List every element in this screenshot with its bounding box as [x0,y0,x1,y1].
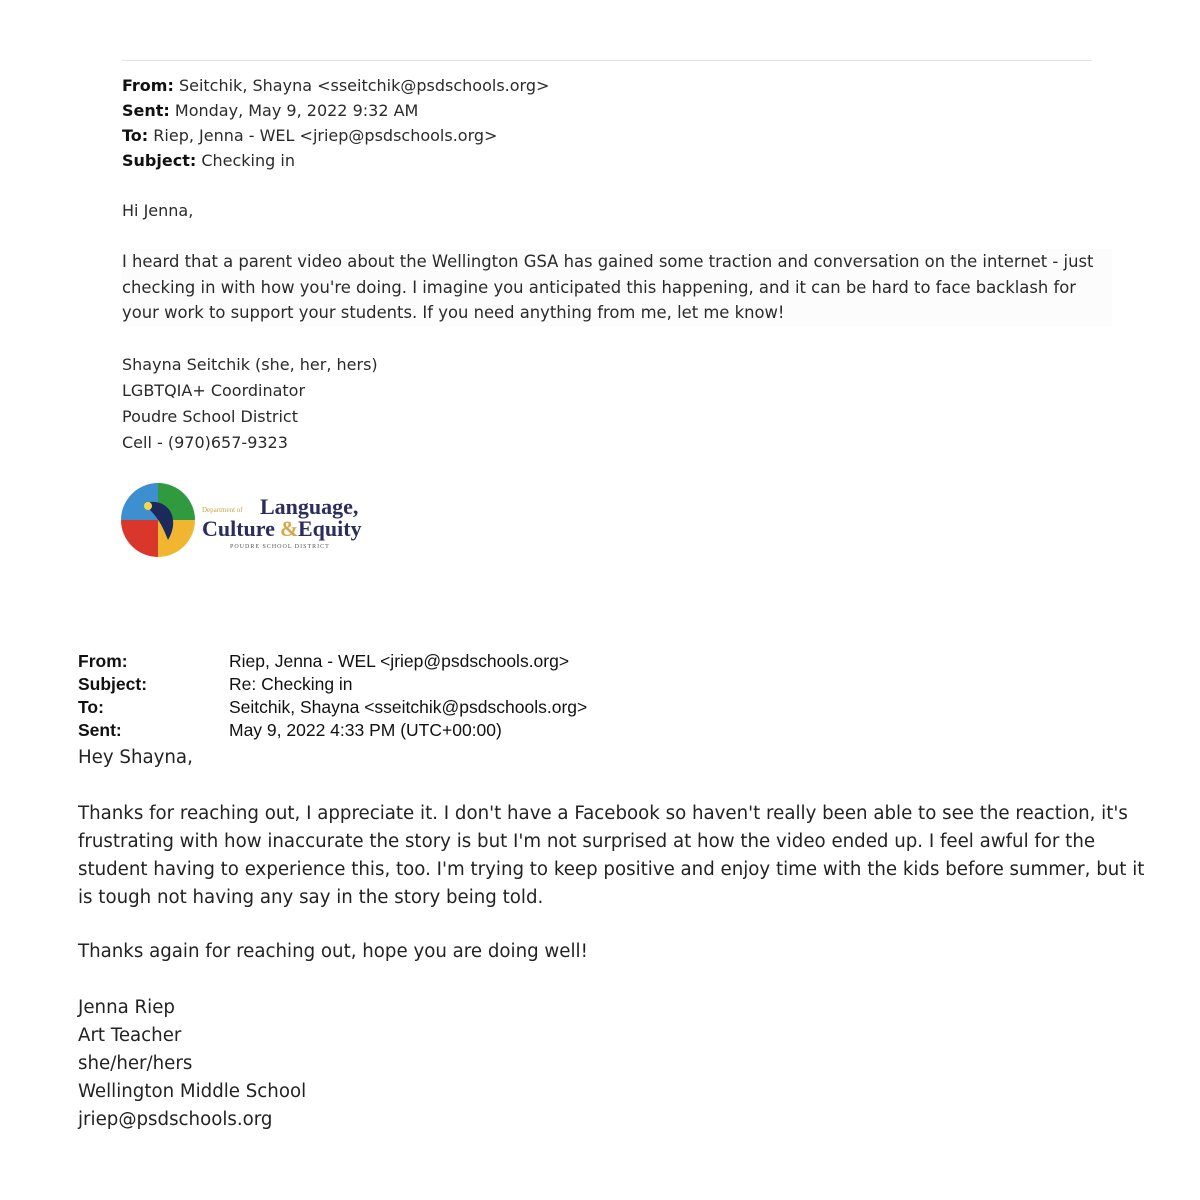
sent-label: Sent: [122,101,170,120]
email1-greeting [122,198,193,223]
email2-header [78,650,587,742]
signature-line: Shayna Seitchik (she, her, hers) [122,355,378,374]
from-label: From: [78,651,128,671]
to-row [78,696,587,719]
to-value: Riep, Jenna - WEL <jriep@psdschools.org> [153,126,498,145]
to-label: To: [78,697,104,717]
svg-text:Language,: Language, [260,494,359,519]
signature-line: Art Teacher [78,1025,182,1046]
closing: Thanks again for reaching out, hope you are doing well! [78,941,588,962]
email1-signature [122,352,378,455]
subject-row [122,148,549,173]
svg-text:Culture: Culture [202,516,275,541]
sent-label: Sent: [78,720,122,740]
from-row [78,650,587,673]
globe-icon [120,480,198,560]
signature-line: Jenna Riep [78,997,175,1018]
to-value: Seitchik, Shayna <sseitchik@psdschools.org> [229,697,588,717]
to-label: To: [122,126,149,145]
sent-row [78,719,587,742]
subject-row [78,673,587,696]
svg-text:&: & [280,516,299,541]
email2-body: Thanks for reaching out, I appreciate it. I don't have a Facebook so haven't really been able to see the reaction, it's frustrating with how inaccurate the story is but I'm not surprised at how the video ended up. I feel awful for the student having to experience this, too. I'm trying to keep positive and enjoy time with the kids before summer, but it is tough not having any say in the story being told. [78,803,1145,908]
subject-label: Subject: [78,674,148,694]
subject-value: Re: Checking in [229,674,353,694]
sent-value: Monday, May 9, 2022 9:32 AM [174,101,419,120]
sent-row [122,98,549,123]
signature-email: jriep@psdschools.org [78,1109,273,1130]
svg-text:Department of: Department of [202,506,243,514]
from-row [122,73,549,98]
email2-signature [78,994,306,1134]
divider [122,60,1092,61]
greeting: Hi Jenna, [122,201,194,220]
svg-text:POUDRE SCHOOL DISTRICT: POUDRE SCHOOL DISTRICT [230,544,330,550]
subject-value: Checking in [201,151,295,170]
email2-closing [78,938,588,966]
svg-text:Equity: Equity [298,516,362,541]
department-logo [120,480,390,560]
signature-line: Poudre School District [122,407,298,426]
from-value: Seitchik, Shayna <sseitchik@psdschools.org> [178,76,550,95]
signature-line: Wellington Middle School [78,1081,307,1102]
signature-line: she/her/hers [78,1053,193,1074]
signature-line: Cell - (970)657-9323 [122,433,288,452]
email1-header [122,73,549,173]
email1-body: I heard that a parent video about the Wellington GSA has gained some traction and conversation on the internet - just checking in with how you're doing. I imagine you anticipated this happening, and it can be hard to face backlash for your work to support your students. If you need anything from me, let me know! [122,249,1112,326]
sent-value: May 9, 2022 4:33 PM (UTC+00:00) [229,720,502,740]
subject-label: Subject: [122,151,197,170]
from-value: Riep, Jenna - WEL <jriep@psdschools.org> [229,651,570,671]
signature-line: LGBTQIA+ Coordinator [122,381,306,400]
to-row [122,123,549,148]
email2-greeting [78,744,193,772]
from-label: From: [122,76,174,95]
greeting: Hey Shayna, [78,747,193,768]
